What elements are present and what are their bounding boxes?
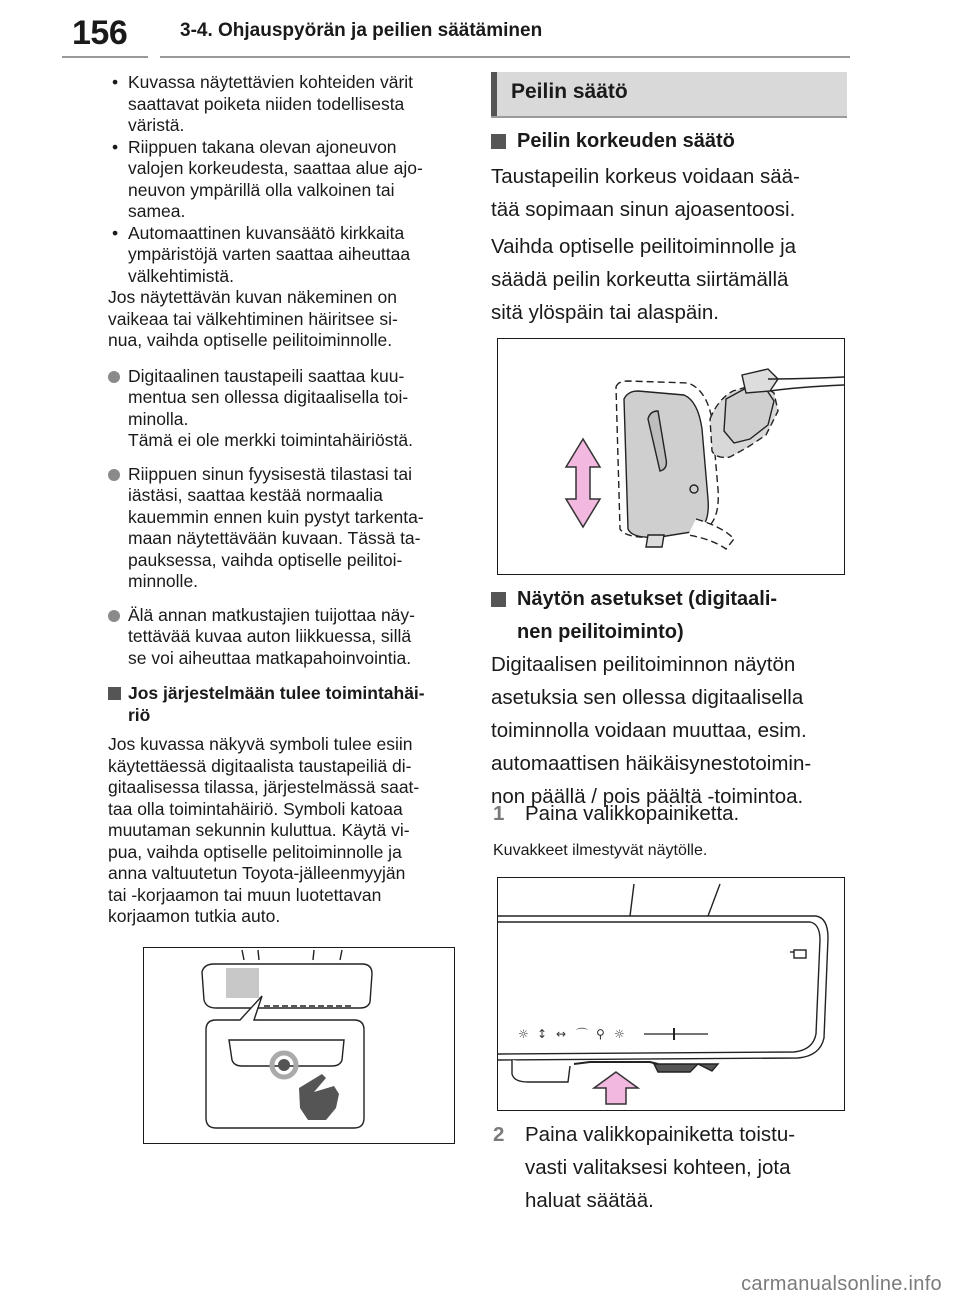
- page-number: 156: [72, 14, 128, 52]
- display-settings-heading: Näytön asetukset (digitaali- nen peilitoiminto): [491, 583, 777, 649]
- contrast-icon: ☼: [614, 1027, 625, 1041]
- left-column-text: [108, 72, 468, 928]
- circle-bullet-icon: [108, 371, 120, 383]
- up-arrow-icon: [594, 1072, 638, 1104]
- bullet-item: • Automaattinen kuvansäätö kirkkaita ympäristöjä varten saattaa aiheuttaa välkehtimistä.: [112, 222, 411, 286]
- mirror-button-figure: [143, 947, 455, 1144]
- step-1: 1 Paina valikkopainiketta.: [493, 802, 740, 825]
- paragraph-readability: Jos näytettävän kuvan näkeminen on vaikeaa tai välkehtiminen häiritsee si- nua, vaihda optiselle peilitoiminnolle.: [108, 287, 398, 350]
- step-2: 2 Paina valikkopainiketta toistu- vasti valitaksesi kohteen, jota haluat säätää.: [493, 1123, 796, 1212]
- width-icon: ↔: [556, 1027, 567, 1041]
- height-adjust-heading: Peilin korkeuden säätö: [491, 125, 735, 158]
- paragraph-malfunction: Jos kuvassa näkyvä symboli tulee esiin käytettäessä digitaalista taustapeiliä di- gitaalisessa tilassa, järjestelmässä saat- taa olla toimintahäiriö. Symboli katoaa muutaman sekunnin kuluttua. Käytä vi- pua, vaihda optiselle pelitoiminnolle ja anna valtuutetun Toyota-jälleenmyyjän tai -korjaamon tai muun luotettavan korjaamon tutkia auto.: [108, 734, 420, 926]
- height-adjust-text2: Vaihda optiselle peilitoiminnolle ja säädä peilin korkeutta siirtämällä sitä ylöspäin tai alaspäin.: [491, 235, 797, 324]
- header-rule-left: [62, 56, 148, 58]
- square-bullet-icon: [491, 134, 506, 149]
- circle-note-item: Digitaalinen taustapeili saattaa kuu- mentua sen ollessa digitaalisella toi- minolla. Tämä ei ole merkki toimintahäiriöstä.: [108, 366, 468, 452]
- header-rule: [160, 56, 850, 58]
- circle-note-item: Älä annan matkustajien tuijottaa näy- tettävää kuvaa auton liikkuessa, sillä se voi aiheuttaa matkapahoinvointia.: [108, 605, 468, 670]
- bullet-item: • Kuvassa näytettävien kohteiden värit saattavat poiketa niiden todellisesta väristä.: [112, 72, 414, 135]
- icons-note: Kuvakkeet ilmestyvät näytölle.: [493, 842, 708, 859]
- tilt-icon: ⌒: [576, 1027, 589, 1041]
- watermark: carmanualsonline.info: [741, 1273, 942, 1295]
- malfunction-subheading: Jos järjestelmään tulee toimintahäi- riö: [108, 683, 468, 726]
- height-adjust-text1: Taustapeilin korkeus voidaan sää- tää sopimaan sinun ajoasentoosi.: [491, 165, 800, 221]
- circle-bullet-icon: [108, 610, 120, 622]
- up-down-arrow-icon: [566, 439, 600, 527]
- bullet-dot: •: [112, 136, 119, 157]
- mirror-height-figure: [497, 338, 845, 575]
- mirror-display-figure: [497, 877, 845, 1111]
- bullet-dot: •: [112, 222, 119, 243]
- bullet-item: • Riippuen takana olevan ajoneuvon valojen korkeudesta, saattaa alue ajo- neuvon ympärillä olla valkoinen tai samea.: [112, 136, 423, 221]
- display-settings-text: Digitaalisen peilitoiminnon näytön asetuksia sen ollessa digitaalisella toiminnolla voidaan muuttaa, esim. automaattisen häikäisynestotoimin- non päällä / pois päältä -toimintoa.: [491, 653, 812, 808]
- height-icon: ↕: [537, 1027, 548, 1041]
- section-title: Peilin säätö: [511, 80, 628, 103]
- chapter-title: 3-4. Ohjauspyörän ja peilien säätäminen: [180, 20, 543, 41]
- bullet-dot: •: [112, 72, 119, 92]
- circle-note-item: Riippuen sinun fyysisestä tilastasi tai iästäsi, saattaa kestää normaalia kauemmin ennen kuin pystyt tarkenta- maan näytettävään kuvaan. Tässä ta- pauksessa, vaihda optiselle peilitoi- minnolle.: [108, 464, 468, 593]
- brightness-icon: ☼: [518, 1027, 529, 1041]
- square-bullet-icon: [108, 687, 121, 700]
- section-title-box: [491, 72, 847, 118]
- circle-bullet-icon: [108, 469, 120, 481]
- square-bullet-icon: [491, 592, 506, 607]
- zoom-icon: ⚲: [596, 1027, 605, 1041]
